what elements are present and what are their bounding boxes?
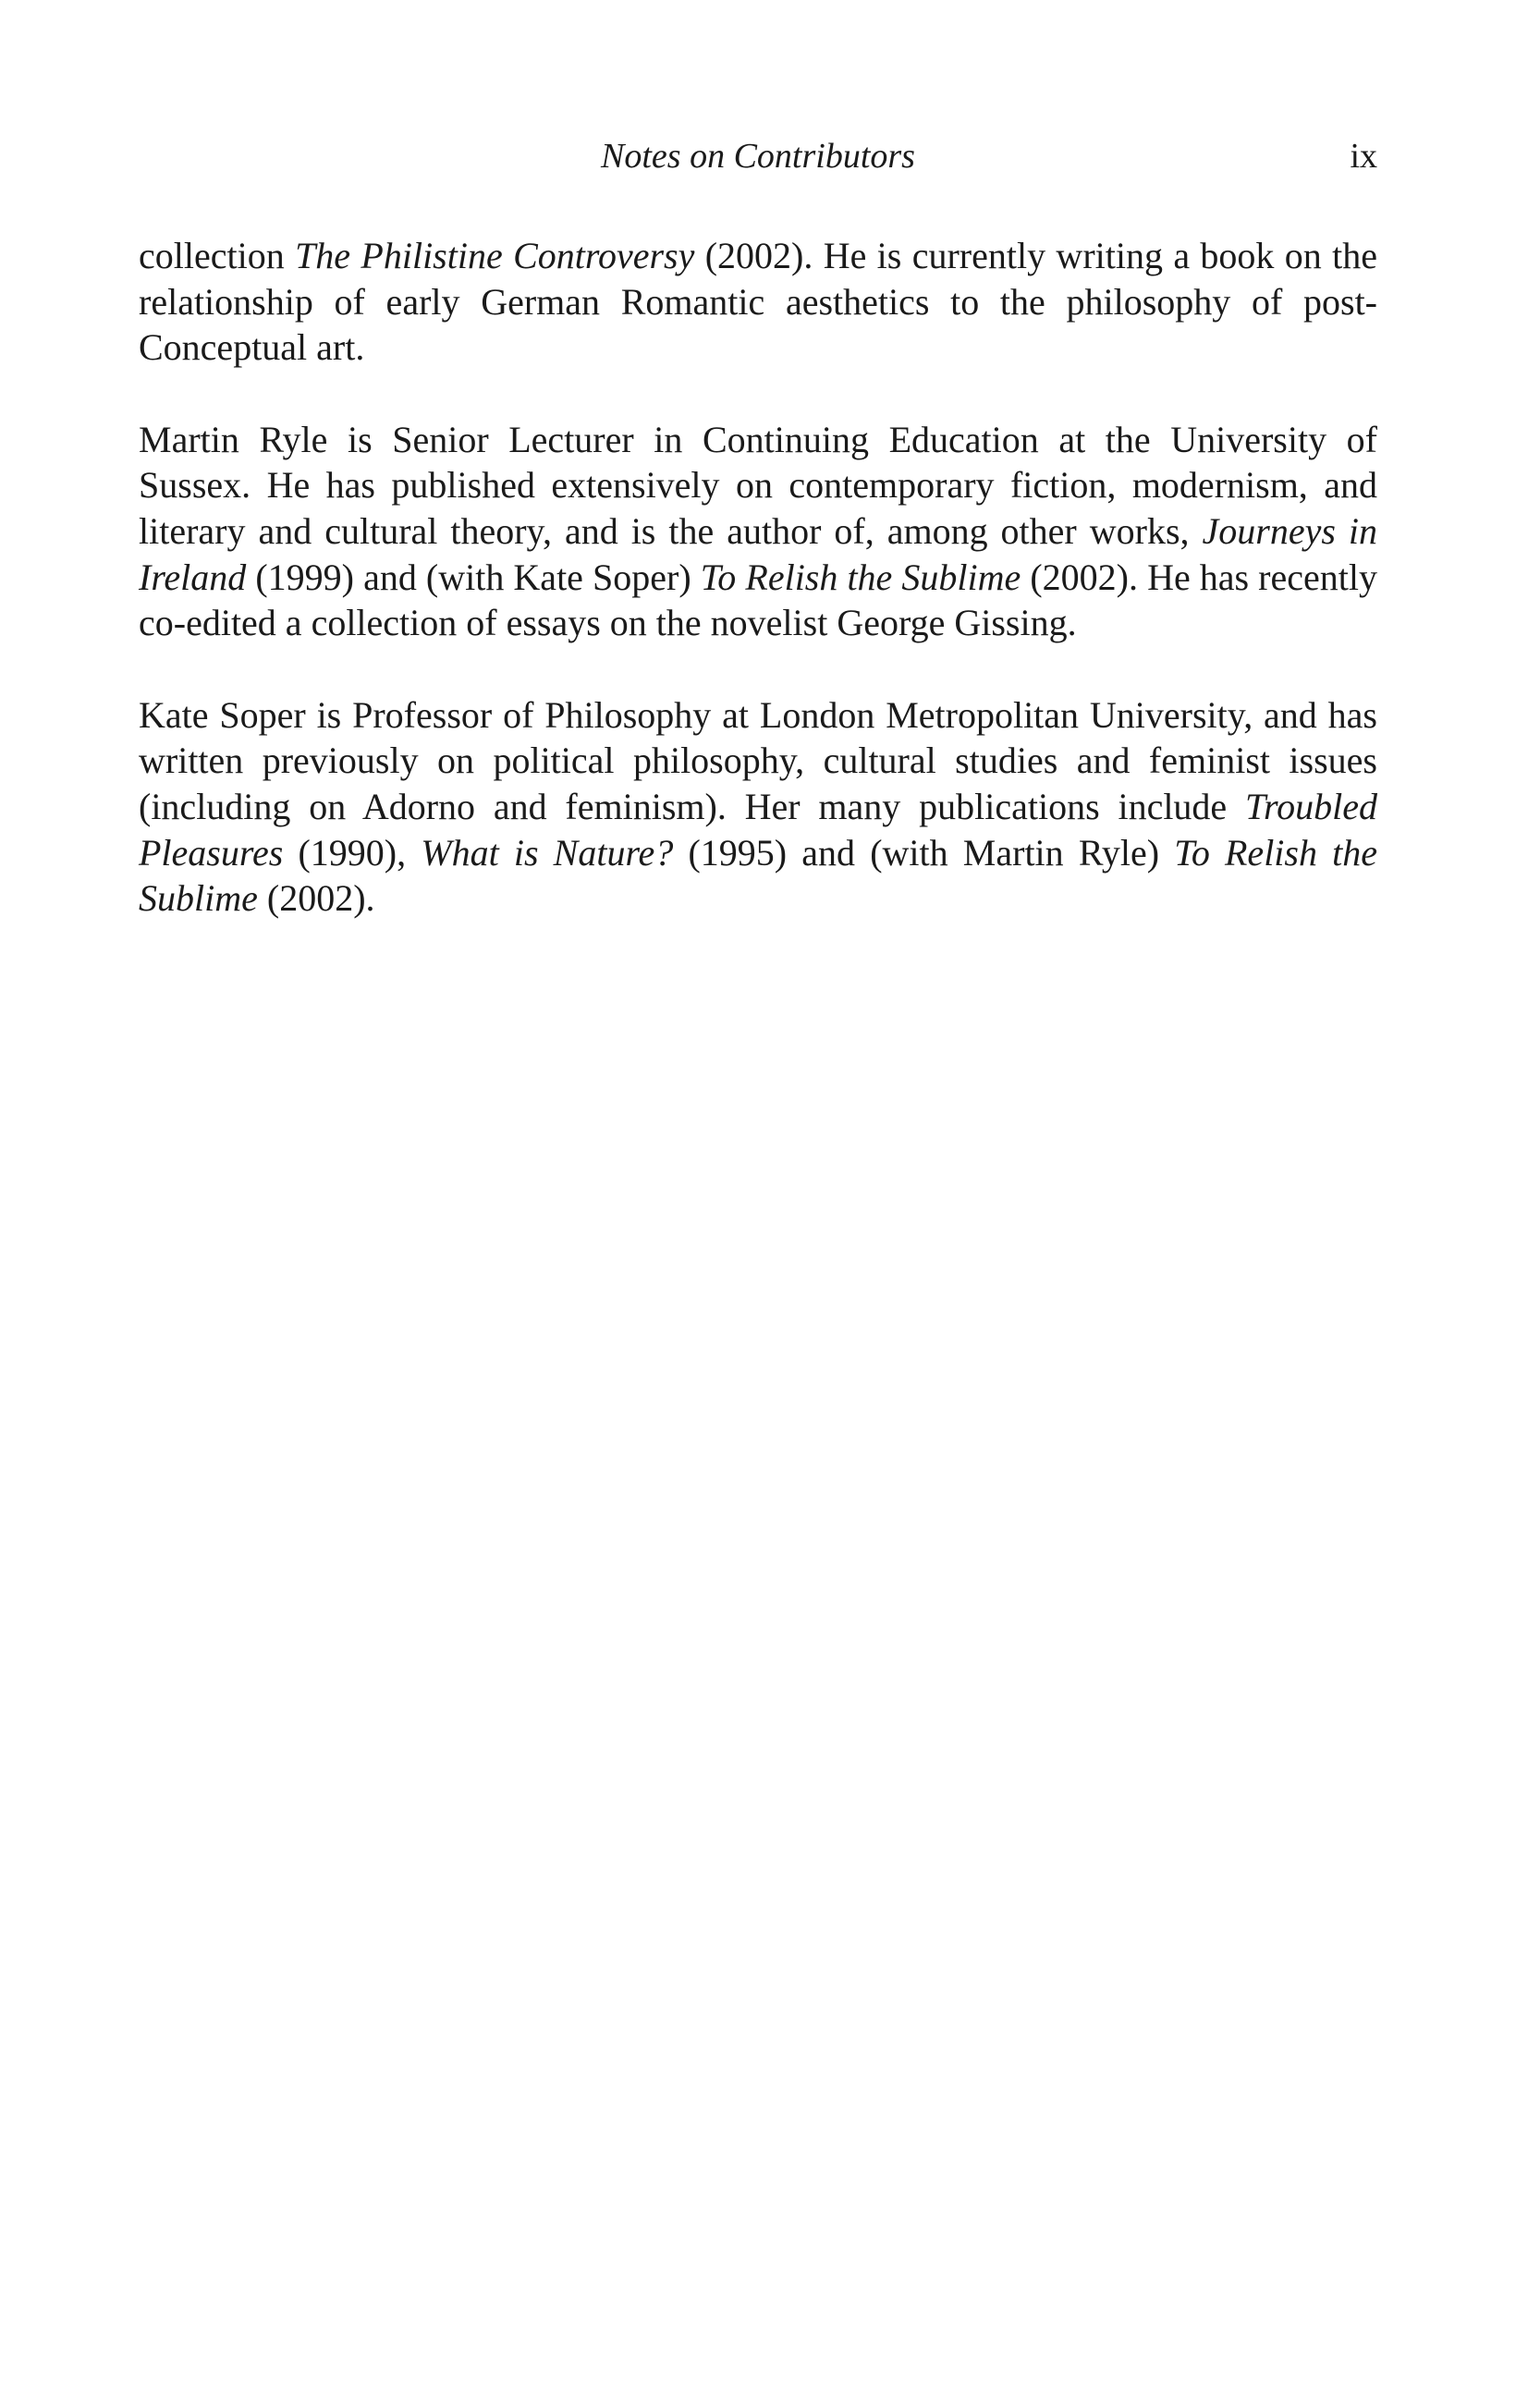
text-segment: (1995) and (with Martin Ryle) <box>673 831 1175 874</box>
book-title: What is Nature? <box>421 831 674 874</box>
text-segment: (2002). <box>257 877 375 920</box>
text-segment: (2002). He is currently writing a book on the relationship of early German Romantic aesthetics to the philosophy of post-Conceptual art. <box>139 235 1377 369</box>
book-title: Troubled Pleasures <box>139 785 1377 874</box>
paragraph-contributor-continued <box>139 233 1377 371</box>
running-head <box>139 133 1377 179</box>
book-title: To Relish the Sublime <box>139 831 1378 920</box>
book-title: The Philistine Controversy <box>295 235 695 276</box>
running-title: Notes on Contributors <box>601 137 915 176</box>
body-text <box>139 233 1377 968</box>
page-number: ix <box>1350 137 1377 176</box>
text-segment: Martin Ryle is Senior Lecturer in Continuing Education at the University of Sussex. He has published extensively on contemporary fiction, modernism, and literary and cultural theory, and is the author of, among other works, <box>139 418 1377 552</box>
text-segment: collection <box>139 235 296 276</box>
text-segment: (1999) and (with Kate Soper) <box>246 556 701 598</box>
text-segment: Kate Soper is Professor of Philosophy at London Metropolitan University, and has written previously on political philosophy, cultural studies and feminist issues (including on Adorno and feminism). Her many publications include <box>139 693 1377 827</box>
book-title: Journeys in Ireland <box>139 509 1377 598</box>
paragraph-kate-soper <box>139 692 1377 922</box>
paragraph-martin-ryle <box>139 417 1377 646</box>
text-segment: (1990), <box>283 831 422 874</box>
text-segment: (2002). He has recently co-edited a collection of essays on the novelist George Gissing. <box>139 556 1377 644</box>
book-title: To Relish the Sublime <box>700 556 1021 598</box>
